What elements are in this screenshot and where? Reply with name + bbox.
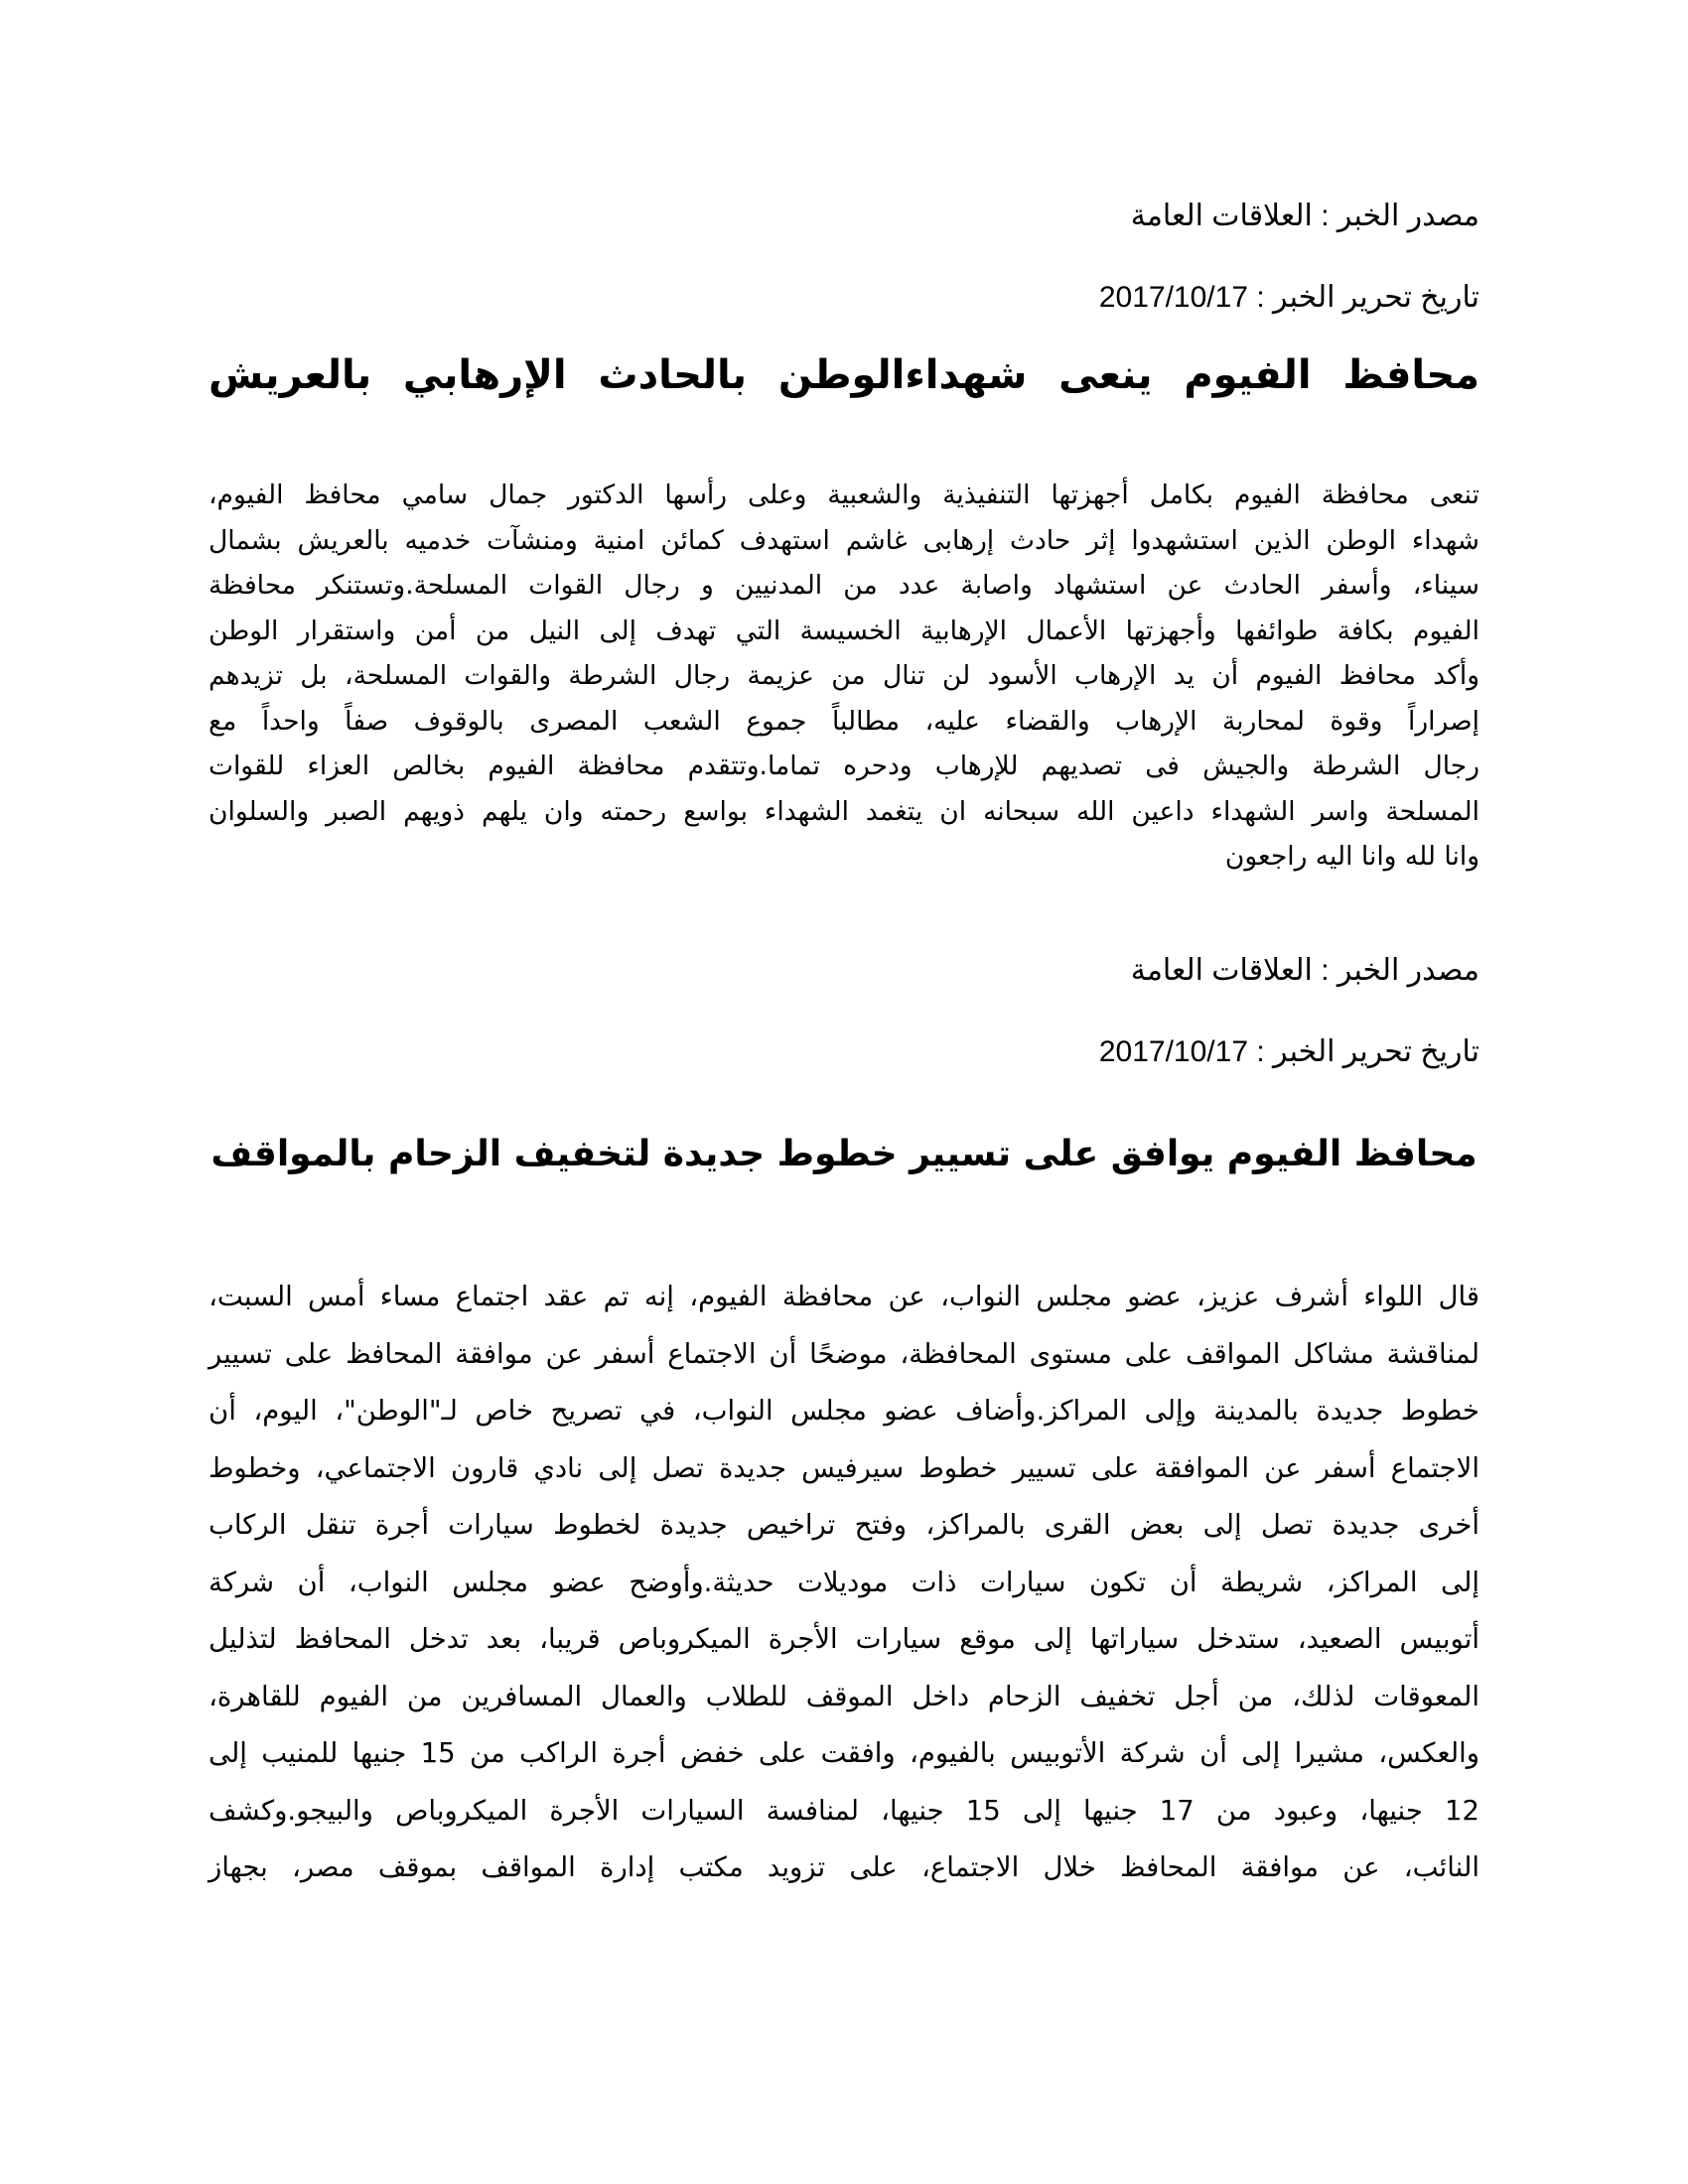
article-title-1: محافظ الفيوم ينعى شهداءالوطن بالحادث الإرهابي بالعريش — [209, 352, 1479, 398]
body-line: الاجتماع أسفر عن الموافقة على تسيير خطوط سيرفيس جديدة تصل إلى نادي قارون الاجتماعي، وخطوط — [209, 1451, 1479, 1484]
body-line: 12 جنيها، وعبود من 17 جنيها إلى 15 جنيها، لمنافسة السيارات الأجرة الميكروباص والبيجو.وكشف — [209, 1794, 1479, 1827]
body-line: المعوقات لذلك، من أجل تخفيف الزحام داخل الموقف للطلاب والعمال المسافرين من الفيوم للقاهرة، — [209, 1680, 1479, 1712]
article-body-1 — [209, 473, 1479, 880]
body-line: وأكد محافظ الفيوم أن يد الإرهاب الأسود لن تنال من عزيمة رجال الشرطة والقوات المسلحة، بل تزيدهم — [209, 660, 1479, 691]
body-line: خطوط جديدة بالمدينة وإلى المراكز.وأضاف عضو مجلس النواب، في تصريح خاص لـ"الوطن"، اليوم، أن — [209, 1395, 1479, 1427]
body-line: المسلحة واسر الشهداء داعين الله سبحانه ان يتغمد الشهداء بواسع رحمته وان يلهم ذويهم الصبر والسلوان — [209, 795, 1479, 827]
body-line: الفيوم بكافة طوائفها وأجهزتها الأعمال الإرهابية الخسيسة التي تهدف إلى النيل من أمن واستقرار الوطن — [209, 614, 1479, 646]
body-line: إلى المراكز، شريطة أن تكون سيارات ذات موديلات حديثة.وأوضح عضو مجلس النواب، أن شركة — [209, 1566, 1479, 1598]
body-line: لمناقشة مشاكل المواقف على مستوى المحافظة، موضحًا أن الاجتماع أسفر عن موافقة المحافظ على تسيير — [209, 1337, 1479, 1370]
news-date-1: تاريخ تحرير الخبر : 2017/10/17 — [1098, 281, 1479, 314]
body-line: أخرى جديدة تصل إلى بعض القرى بالمراكز، وفتح تراخيص جديدة لخطوط سيارات أجرة تنقل الركاب — [209, 1509, 1479, 1541]
article-title-2: محافظ الفيوم يوافق على تسيير خطوط جديدة لتخفيف الزحام بالمواقف — [211, 1134, 1477, 1174]
body-line: والعكس، مشيرا إلى أن شركة الأتوبيس بالفيوم، وافقت على خفض أجرة الراكب من 15 جنيها للمنيب إلى — [209, 1737, 1479, 1769]
body-line: سيناء، وأسفر الحادث عن استشهاد واصابة عدد من المدنيين و رجال القوات المسلحة.وتستنكر محافظة — [209, 570, 1479, 601]
news-source-1: مصدر الخبر : العلاقات العامة — [1130, 200, 1479, 232]
article-body-2 — [209, 1269, 1479, 1897]
body-line: النائب، عن موافقة المحافظ خلال الاجتماع، على تزويد مكتب إدارة المواقف بموقف مصر، بجهاز — [209, 1851, 1479, 1883]
news-source-2: مصدر الخبر : العلاقات العامة — [1130, 954, 1479, 987]
news-date-2: تاريخ تحرير الخبر : 2017/10/17 — [1098, 1035, 1479, 1068]
body-line: شهداء الوطن الذين استشهدوا إثر حادث إرهابى غاشم استهدف كمائن امنية ومنشآت خدميه بالعريش بشمال — [209, 524, 1479, 556]
body-line: إصراراً وقوة لمحاربة الإرهاب والقضاء عليه، مطالباً جموع الشعب المصرى بالوقوف صفاً واحداً مع — [209, 705, 1479, 737]
body-line: قال اللواء أشرف عزيز، عضو مجلس النواب، عن محافظة الفيوم، إنه تم عقد اجتماع مساء أمس السبت، — [209, 1281, 1479, 1312]
body-line: تنعى محافظة الفيوم بكامل أجهزتها التنفيذية والشعبية وعلى رأسها الدكتور جمال سامي محافظ الفيوم، — [209, 479, 1479, 510]
body-line: وانا لله وانا اليه راجعون — [1224, 841, 1479, 872]
body-line: أتوبيس الصعيد، ستدخل سياراتها إلى موقع سيارات الأجرة الميكروباص قريبا، بعد تدخل المحافظ لتذليل — [209, 1623, 1479, 1655]
body-line: رجال الشرطة والجيش فى تصديهم للإرهاب ودحره تماما.وتتقدم محافظة الفيوم بخالص العزاء للقوات — [209, 751, 1479, 781]
